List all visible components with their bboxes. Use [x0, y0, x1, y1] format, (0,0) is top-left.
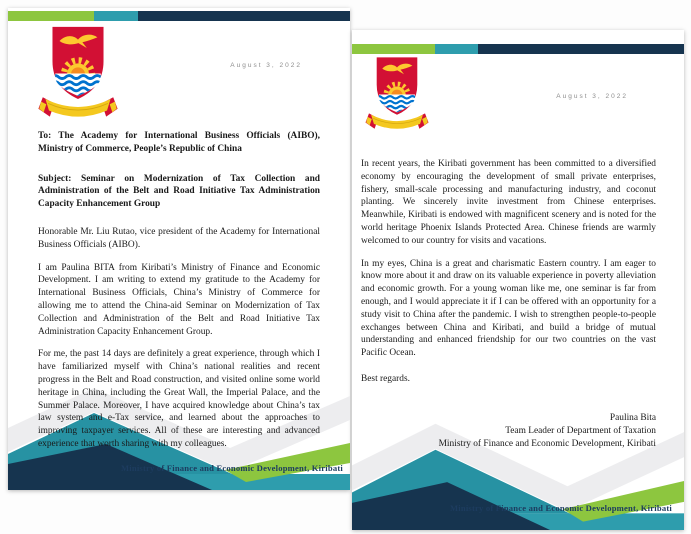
letter-date: August 3, 2022	[556, 93, 628, 100]
paragraph-china-impressions: In my eyes, China is a great and charismatic Eastern country. I am eager to know more about it and draw on its valuable experience in poverty alleviation and economic growth. For a young woman like me, one seminar is far from enough, and I would appreciate it if I can be offered with an opportunity for a study visit to China after the pandemic. I wish to strengthen people-to-people exchanges between China and Kiribati, and build a bridge of mutual understanding and enhanced friendship for our two countries on the vast Pacific Ocean.	[361, 258, 656, 359]
letter-body	[38, 130, 320, 461]
paragraph-salutation: Honorable Mr. Liu Rutao, vice president of the Academy for International Business Officials (AIBO).	[38, 226, 320, 250]
paragraph-introduction: I am Paulina BITA from Kiribati’s Ministry of Finance and Economic Development. I am writing to extend my gratitude to the Academy for International Business Officials, China’s Ministry of Commerce for allowing me to attend the China-aid Seminar on Modernization of Tax Collection and Administration of the Belt and Road Initiative Tax Administration Capacity Enhancement Group.	[38, 262, 320, 337]
header-bar-navy-segment	[138, 11, 350, 21]
signature-block	[361, 412, 656, 451]
header-bar-green-segment	[352, 44, 435, 54]
kiribati-coat-of-arms-icon	[362, 55, 432, 134]
footer-ministry-text: Ministry of Finance and Economic Development, Kiribati	[120, 463, 343, 473]
header-color-bar	[352, 44, 684, 54]
paragraph-experience: For me, the past 14 days are definitely a great experience, through which I have familiarized myself with China’s national realities and recent progress in the Belt and Road construction, and visited online some world heritage in China, including the Great Wall, the Imperial Palace, and the Summer Palace. Moreover, I have acquired knowledge about China’s tax law system and e-Tax service, and learned about the approaches to improving taxpayer services. All of these are interesting and advanced experience that worth sharing with my colleagues.	[38, 349, 320, 449]
kiribati-coat-of-arms-icon	[34, 24, 122, 123]
footer-ministry-text: Ministry of Finance and Economic Development, Kiribati	[449, 503, 672, 513]
signature-name: Paulina Bita	[609, 412, 656, 423]
signature-title: Team Leader of Department of Taxation	[505, 425, 656, 436]
signature-organization: Ministry of Finance and Economic Development, Kiribati	[438, 438, 656, 449]
header-bar-navy-segment	[478, 44, 684, 54]
header-bar-teal-segment	[435, 44, 478, 54]
letter-body	[361, 158, 656, 451]
recipient-line: To: The Academy for International Business Officials (AIBO), Ministry of Commerce, People’s Republic of China	[38, 131, 320, 154]
paragraph-kiribati-economy: In recent years, the Kiribati government has been committed to a diversified economy by encouraging the development of small private enterprises, fishery, small-scale processing and manufacturing industry, and coconut planting. We sincerely invite investment from Chinese enterprises. Meanwhile, Kiribati is endowed with magnificent scenery and is noted for the world heritage Phoenix Islands Protected Area. Chinese friends are warmly welcomed to our country for visits and vacations.	[361, 159, 656, 246]
subject-line: Subject: Seminar on Modernization of Tax Collection and Administration of the Belt and Road Initiative Tax Administration Capacity Enhancement Group	[38, 173, 320, 210]
closing-line: Best regards.	[361, 373, 410, 384]
header-color-bar	[8, 11, 350, 21]
letter-page-1	[8, 8, 350, 490]
header-bar-teal-segment	[94, 11, 138, 21]
letter-page-2	[352, 30, 684, 530]
letter-date: August 3, 2022	[230, 62, 302, 69]
header-bar-green-segment	[8, 11, 94, 21]
